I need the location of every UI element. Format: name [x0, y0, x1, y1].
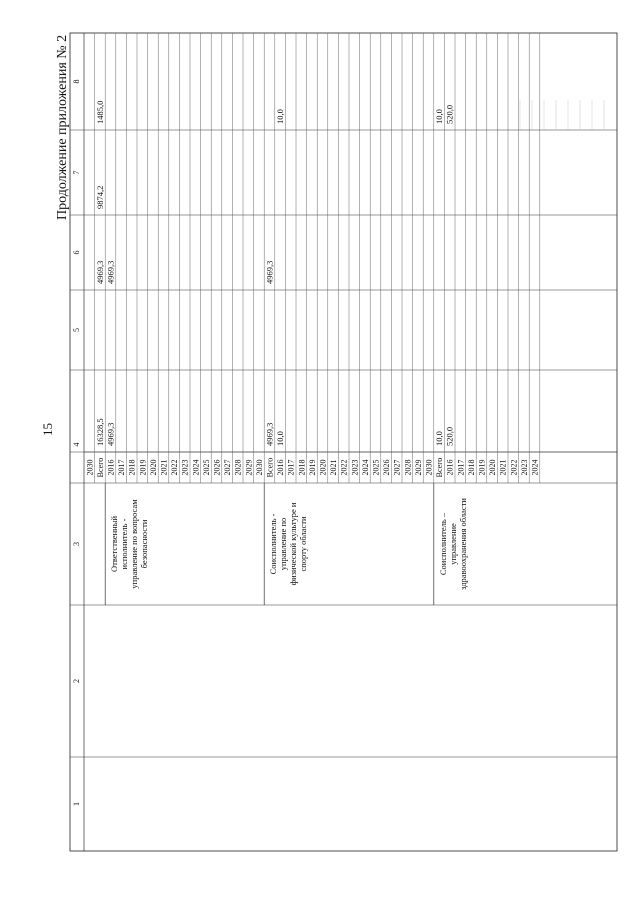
- cell-value-c6: 4969,3: [94, 260, 105, 284]
- row-year: 2020: [148, 459, 158, 476]
- row-year: Всего: [95, 457, 105, 478]
- row-year: 2018: [466, 459, 476, 476]
- row-year: 2029: [413, 459, 423, 476]
- row-year: 2017: [117, 459, 127, 476]
- cell-value-c8: 10,0: [275, 109, 286, 124]
- row-year: 2028: [233, 459, 243, 476]
- row-year: 2030: [85, 459, 95, 476]
- row-year: 2027: [223, 459, 233, 476]
- row-year: 2022: [509, 459, 519, 476]
- row-year: 2016: [276, 459, 286, 476]
- row-year: 2020: [318, 459, 328, 476]
- executor-label-line: исполнитель -: [119, 518, 130, 570]
- row-year: 2023: [180, 459, 190, 476]
- row-year: 2029: [244, 459, 254, 476]
- column-number-4: 4: [72, 442, 81, 447]
- executor-label-line: безопасности: [139, 519, 150, 569]
- row-year: 2022: [339, 459, 349, 476]
- row-year: 2021: [159, 459, 169, 476]
- row-year: 2025: [201, 459, 211, 476]
- table-frame: [70, 33, 617, 851]
- column-number-7: 7: [72, 170, 81, 175]
- row-year: 2026: [212, 459, 222, 476]
- cell-value-c4: 520,0: [444, 426, 455, 446]
- row-year: 2024: [530, 459, 540, 476]
- row-year: 2021: [329, 459, 339, 476]
- cell-value-c4: 16328,5: [94, 418, 105, 446]
- cell-value-c4: 10,0: [434, 431, 445, 446]
- column-number-8: 8: [72, 79, 81, 84]
- column-number-1: 1: [72, 802, 81, 806]
- row-year: 2024: [360, 459, 370, 476]
- row-year: 2028: [403, 459, 413, 476]
- row-year: 2027: [392, 459, 402, 476]
- column-number-5: 5: [72, 328, 81, 332]
- row-year: 2016: [106, 459, 116, 476]
- executor-label-line: Ответственный: [109, 516, 120, 572]
- executor-label-line: Соисполнитель -: [268, 513, 279, 575]
- column-number-2: 2: [72, 679, 81, 683]
- row-year: 2022: [170, 459, 180, 476]
- row-year: 2024: [191, 459, 201, 476]
- cell-value-c8: 1485,0: [94, 100, 105, 124]
- row-year: 2019: [307, 459, 317, 476]
- row-year: 2018: [127, 459, 137, 476]
- executor-label-line: Соисполнитель –: [437, 512, 448, 576]
- row-year: Всего: [435, 457, 445, 478]
- appendix-title: Продолжение приложения № 2: [55, 34, 70, 220]
- row-year: 2020: [488, 459, 498, 476]
- row-year: 2017: [456, 459, 466, 476]
- row-year: 2017: [286, 459, 296, 476]
- cell-value-c4: 4969,3: [264, 422, 275, 446]
- row-year: Всего: [265, 457, 275, 478]
- row-year: 2026: [382, 459, 392, 476]
- column-number-3: 3: [72, 542, 81, 546]
- row-year: 2030: [424, 459, 434, 476]
- row-year: 2018: [297, 459, 307, 476]
- row-year: 2023: [519, 459, 529, 476]
- executor-label-line: спорту области: [298, 516, 309, 572]
- cell-value-c8: 10,0: [434, 109, 445, 124]
- executor-label-line: здравоохранения области: [457, 498, 468, 590]
- page-number: 15: [40, 423, 55, 436]
- row-year: 2021: [498, 459, 508, 476]
- row-year: 2030: [254, 459, 264, 476]
- row-year: 2023: [350, 459, 360, 476]
- cell-value-c4: 10,0: [275, 431, 286, 446]
- cell-value-c7: 9874,2: [94, 185, 105, 209]
- row-year: 2019: [477, 459, 487, 476]
- cell-value-c4: 4969,3: [105, 422, 116, 446]
- row-year: 2016: [445, 459, 455, 476]
- cell-value-c8: 520,0: [444, 104, 455, 124]
- cell-value-c6: 4969,3: [105, 260, 116, 284]
- row-year: 2025: [371, 459, 381, 476]
- executor-label-line: управление по вопросам: [129, 499, 140, 589]
- cell-value-c6: 4969,3: [264, 260, 275, 284]
- column-number-6: 6: [72, 250, 81, 255]
- executor-label-line: управление: [447, 523, 458, 565]
- row-year: 2019: [138, 459, 148, 476]
- executor-label-line: управление по: [278, 517, 289, 571]
- executor-label-line: физической культуре и: [288, 502, 299, 586]
